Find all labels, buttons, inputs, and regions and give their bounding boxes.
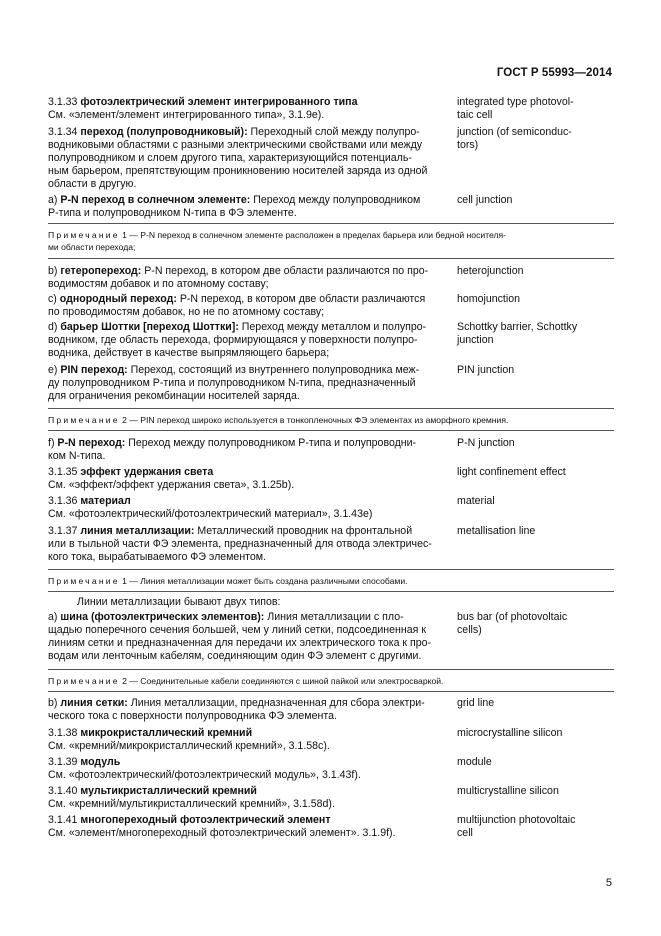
term-line: линиям сетки и предназначенная для передачи их электрического тока к про-	[48, 637, 432, 649]
term-line: См. «элемент/элемент интегрированного типа», 3.1.9е).	[48, 109, 325, 121]
term-line: 3.1.39 модуль	[48, 756, 121, 768]
term-en	[457, 495, 615, 508]
term-en-line: tors)	[457, 139, 479, 151]
term-ru	[48, 611, 448, 663]
separator-rule	[48, 223, 614, 224]
term-en-line: multijunction photovoltaic	[457, 814, 576, 826]
separator-rule	[48, 408, 614, 409]
term-ru	[48, 265, 448, 291]
term-ru	[48, 697, 448, 723]
term-ru	[48, 437, 448, 463]
note-text: 2 — Соединительные кабели соединяются с шиной пайкой или электросваркой.	[122, 676, 444, 686]
note-pin-junction	[48, 414, 614, 426]
term-line: ду полупроводником Р-типа и полупроводником N-типа, предназначенный	[48, 377, 416, 389]
term-line: водника, действует в качестве выпрямляющего барьера;	[48, 347, 330, 359]
term-line: d) барьер Шоттки [переход Шоттки]: Переход между металлом и полупро-	[48, 321, 427, 333]
term-en-line: cells)	[457, 624, 482, 636]
term-line: а) шина (фотоэлектрических элементов): Линия металлизации с пло-	[48, 611, 404, 623]
term-ru	[48, 525, 448, 564]
term-line: 3.1.37 линия металлизации: Металлический проводник на фронтальной	[48, 525, 413, 537]
term-ru	[48, 756, 448, 782]
term-line: ком N-типа.	[48, 450, 106, 462]
note-label: Примечание	[48, 415, 120, 425]
term-ru	[48, 814, 448, 840]
term-en-line: material	[457, 495, 495, 507]
term-en	[457, 194, 615, 207]
term-en-line: grid line	[457, 697, 495, 709]
term-en	[457, 697, 615, 710]
term-line: водником, где область перехода, формирующаяся у поверхности полупро-	[48, 334, 418, 346]
term-ru	[48, 293, 448, 319]
term-line: См. «кремний/мультикристаллический кремний», 3.1.58d).	[48, 798, 335, 810]
term-ru	[48, 785, 448, 811]
term-en-line: bus bar (of photovoltaic	[457, 611, 568, 623]
term-line: f) P-N переход: Переход между полупроводником Р-типа и полупроводни-	[48, 437, 417, 449]
term-en-line: microcrystalline silicon	[457, 727, 563, 739]
term-en-line: cell	[457, 827, 473, 839]
separator-rule	[48, 258, 614, 259]
term-line: Р-типа и полупроводником N-типа в ФЭ элементе.	[48, 207, 297, 219]
term-line: или в тыльной части ФЭ элемента, предназначенный для отвода электричес-	[48, 538, 432, 550]
term-en	[457, 96, 615, 122]
term-line: См. «эффект/эффект удержания света», 3.1.25b).	[48, 479, 295, 491]
term-line: для ограничения рекомбинации носителей заряда.	[48, 390, 300, 402]
separator-rule	[48, 591, 614, 592]
term-line: водимостям добавок и по атомному составу;	[48, 278, 269, 290]
term-line: b) линия сетки: Линия металлизации, предназначенная для сбора электри-	[48, 697, 425, 709]
term-en-line: light confinement effect	[457, 466, 566, 478]
term-en	[457, 756, 615, 769]
page-number: 5	[605, 877, 612, 889]
term-en	[457, 364, 615, 377]
term-en-line: PIN junction	[457, 364, 515, 376]
term-en-line: multicrystalline silicon	[457, 785, 559, 797]
term-en	[457, 727, 615, 740]
term-en	[457, 814, 615, 840]
term-en-line: Schottky barrier, Schottky	[457, 321, 578, 333]
term-en	[457, 126, 615, 152]
term-ru	[48, 364, 448, 403]
term-en-line: P-N junction	[457, 437, 515, 449]
term-en-line: cell junction	[457, 194, 513, 206]
note-label: Примечание	[48, 576, 120, 586]
note-pn-junction	[48, 229, 614, 253]
document-code-header: ГОСТ Р 55993—2014	[496, 67, 612, 79]
separator-rule	[48, 569, 614, 570]
term-en	[457, 466, 615, 479]
note-connection-cables	[48, 675, 614, 687]
note-text: ми области перехода;	[48, 242, 136, 252]
separator-rule	[48, 669, 614, 670]
term-line: См. «фотоэлектрический/фотоэлектрический модуль», 3.1.43f).	[48, 769, 361, 781]
note-label: Примечание	[48, 230, 120, 240]
term-en-line: homojunction	[457, 293, 521, 305]
note-text: 1 — P-N переход в солнечном элементе расположен в пределах барьера или бедной носителя-	[122, 230, 507, 240]
term-ru	[48, 194, 448, 220]
term-line: 3.1.36 материал	[48, 495, 131, 507]
term-line: полупроводником и слоем другого типа, характеризующийся потенциаль-	[48, 152, 412, 164]
term-line: кого тока, вырабатываемого ФЭ элементом.	[48, 551, 267, 563]
term-line: области в другую.	[48, 178, 137, 190]
term-line: а) P-N переход в солнечном элементе: Переход между полупроводником	[48, 194, 421, 206]
term-line: щадью поперечного сечения большей, чем у линий сетки, подсоединенная к	[48, 624, 426, 636]
term-ru	[48, 321, 448, 360]
note-metallisation-methods	[48, 575, 614, 587]
term-line: е) PIN переход: Переход, состоящий из внутреннего полупроводника меж-	[48, 364, 420, 376]
term-line: с) однородный переход: P-N переход, в котором две области различаются	[48, 293, 426, 305]
term-en-line: module	[457, 756, 492, 768]
metallisation-types-text: Линии металлизации бывают двух типов:	[77, 596, 281, 608]
term-line: См. «элемент/многопереходный фотоэлектрический элемент». 3.1.9f).	[48, 827, 396, 839]
term-ru	[48, 727, 448, 753]
term-ru	[48, 96, 448, 122]
note-label: Примечание	[48, 676, 120, 686]
term-line: 3.1.40 мультикристаллический кремний	[48, 785, 257, 797]
term-line: ческого тока с поверхности полупроводника ФЭ элемента.	[48, 710, 337, 722]
term-en	[457, 525, 615, 538]
term-ru	[48, 466, 448, 492]
term-line: водниковыми областями с разными электрическими свойствами или между	[48, 139, 423, 151]
term-en-line: integrated type photovol-	[457, 96, 574, 108]
term-line: 3.1.34 переход (полупроводниковый): Переходный слой между полупро-	[48, 126, 420, 138]
term-en	[457, 785, 615, 798]
term-line: 3.1.35 эффект удержания света	[48, 466, 214, 478]
term-en-line: junction	[457, 334, 494, 346]
term-en-line: taic cell	[457, 109, 493, 121]
term-line: ным барьером, препятствующим проникновению носителей заряда из одной	[48, 165, 428, 177]
note-text: 1 — Линия металлизации может быть создана различными способами.	[122, 576, 408, 586]
term-ru	[48, 126, 448, 191]
term-en-line: metallisation line	[457, 525, 536, 537]
term-line: 3.1.38 микрокристаллический кремний	[48, 727, 253, 739]
term-line: 3.1.41 многопереходный фотоэлектрический элемент	[48, 814, 331, 826]
term-line: b) гетеропереход: P-N переход, в котором две области различаются по про-	[48, 265, 429, 277]
term-en-line: heterojunction	[457, 265, 524, 277]
term-en	[457, 611, 615, 637]
term-line: по проводимостям добавок, но не по атомному составу;	[48, 306, 325, 318]
term-line: См. «кремний/микрокристаллический кремний», 3.1.58с).	[48, 740, 330, 752]
separator-rule	[48, 430, 614, 431]
term-ru	[48, 495, 448, 521]
term-en	[457, 293, 615, 306]
separator-rule	[48, 691, 614, 692]
term-line: 3.1.33 фотоэлектрический элемент интегрированного типа	[48, 96, 358, 108]
term-line: водам или ленточным кабелям, соединяющим один ФЭ элемент с другими.	[48, 650, 422, 662]
term-en-line: junction (of semiconduc-	[457, 126, 572, 138]
term-en	[457, 321, 615, 347]
term-en	[457, 265, 615, 278]
note-text: 2 — PIN переход широко используется в тонкопленочных ФЭ элементах из аморфного кремния.	[122, 415, 509, 425]
term-line: См. «фотоэлектрический/фотоэлектрический материал», 3.1.43е)	[48, 508, 373, 520]
term-en	[457, 437, 615, 450]
